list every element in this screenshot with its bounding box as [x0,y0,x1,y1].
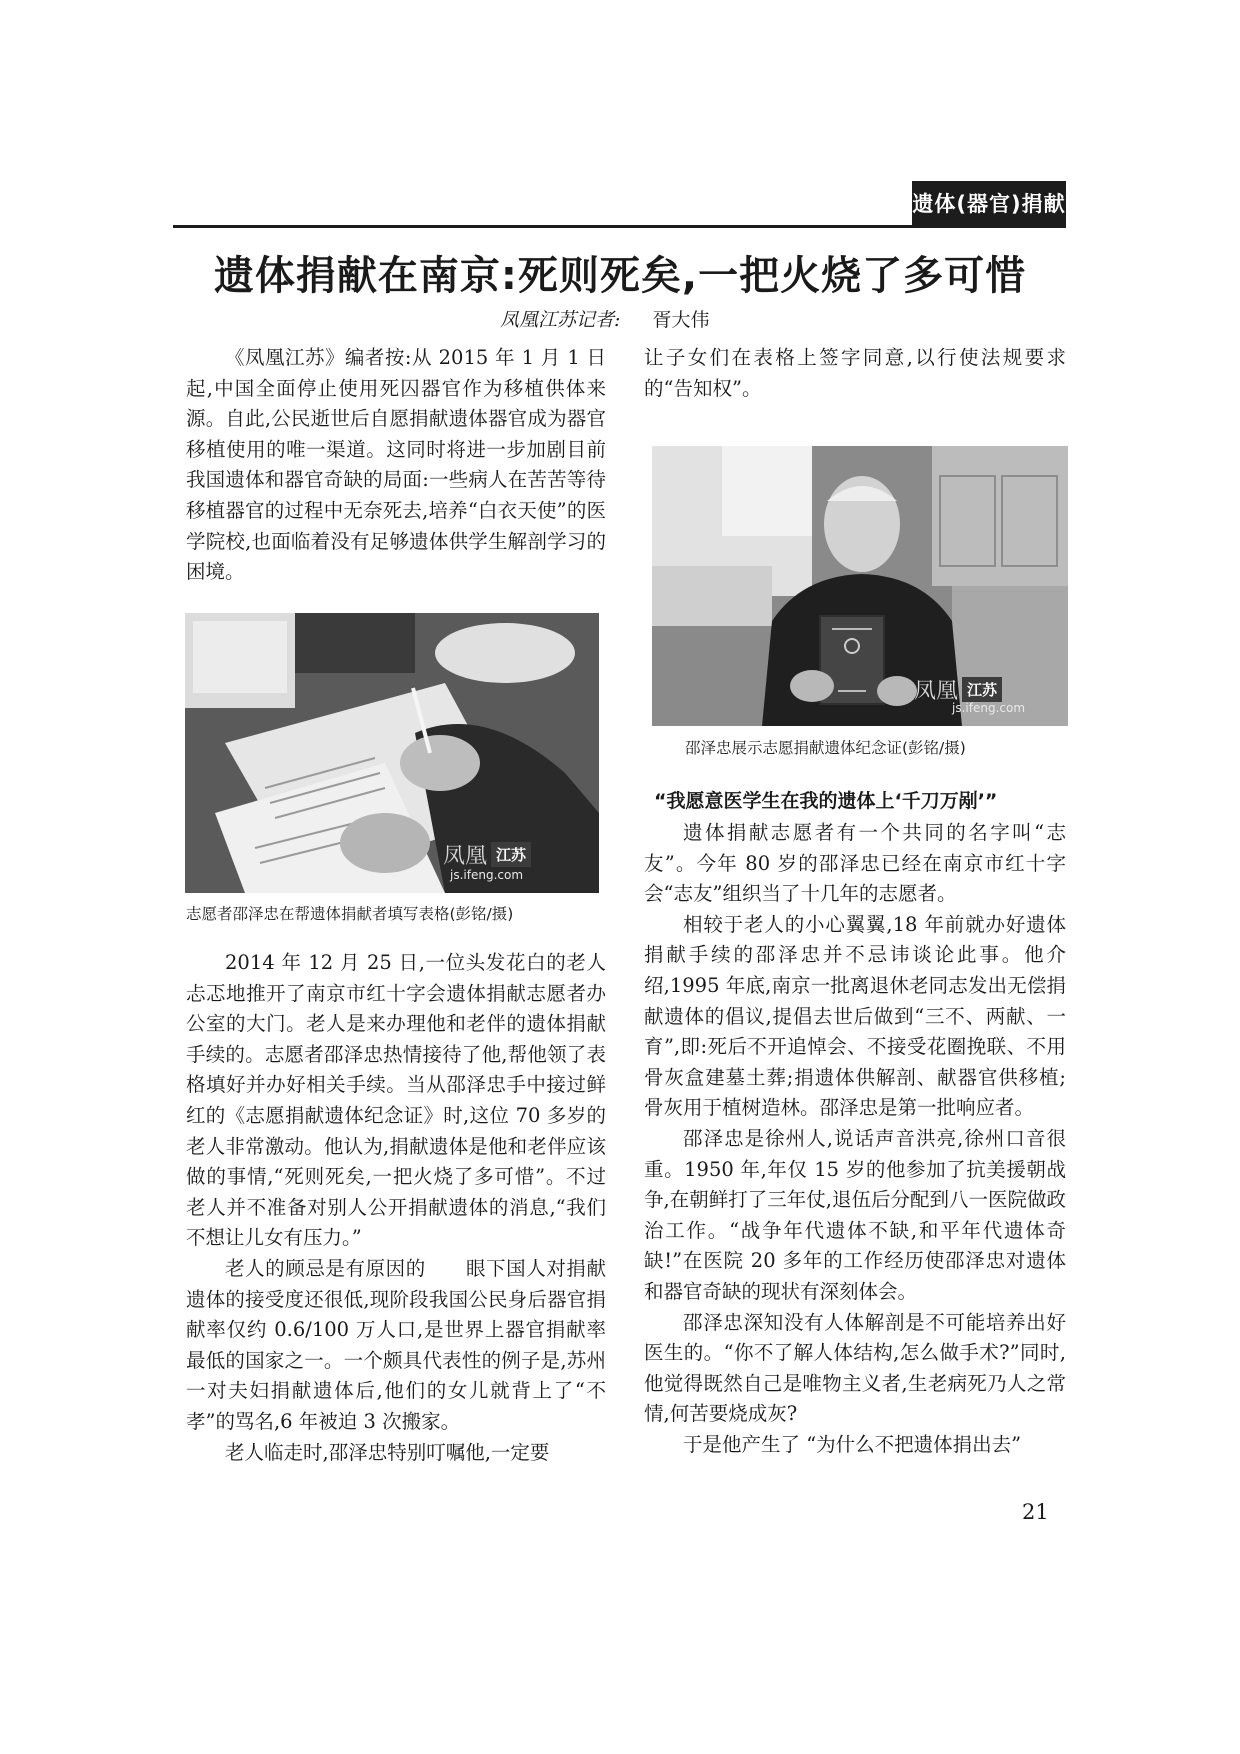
byline [500,305,709,332]
photo-form-filling-image [185,613,599,893]
paragraph: 老人临走时,邵泽忠特别叮嘱他,一定要 [225,1440,550,1464]
photo-1-watermark-region: 江苏 [491,842,531,867]
section-tag: 遗体(器官)捐献 [912,181,1066,225]
right-column-top [644,343,1066,404]
photo-1-watermark [443,839,531,870]
photo-form-filling [185,613,599,893]
photo-2-caption: 邵泽忠展示志愿捐献遗体纪念证(彭铭/摄) [685,739,966,757]
article-title: 遗体捐献在南京:死则死矣,一把火烧了多可惜 [213,253,1027,299]
paragraph: 相较于老人的小心翼翼,18 年前就办好遗体捐献手续的邵泽忠并不忌讳谈论此事。他介绍,1995 年底,南京一批离退休老同志发出无偿捐献遗体的倡议,提倡去世后做到“三不、两献、一育”,即:死后不开追悼会、不接受花圈挽联、不用骨灰盒建墓土葬;捐遗体供解剖、献器官供移植;骨灰用于植树造林。邵泽忠是第一批响应者。 [644,912,1066,1120]
photo-certificate [652,446,1068,726]
left-column-bottom [186,948,606,1468]
photo-certificate-image [652,446,1068,726]
editor-note: 《凤凰江苏》编者按:从 2015 年 1 月 1 日起,中国全面停止使用死囚器官作为移植供体来源。自此,公民逝世后自愿捐献遗体器官成为器官移植使用的唯一渠道。这同时将进一步加剧目前我国遗体和器官奇缺的局面:一些病人在苦苦等待移植器官的过程中无奈死去,培养“白衣天使”的医学院校,也面临着没有足够遗体供学生解剖学习的困境。 [186,346,606,584]
right-column-bottom [644,784,1066,1460]
page-number: 21 [1022,1500,1049,1524]
byline-label: 凤凰江苏记者: [500,309,621,331]
photo-1-watermark-url: js.ifeng.com [450,868,524,882]
header-rule [173,225,1066,228]
paragraph: 遗体捐献志愿者有一个共同的名字叫“志友”。今年 80 岁的邵泽忠已经在南京市红十字会“志友”组织当了十几年的志愿者。 [644,821,1066,906]
photo-1-watermark-brand: 凤凰 [443,844,488,869]
left-column-top [186,343,606,588]
paragraph: 2014 年 12 月 25 日,一位头发花白的老人忐忑地推开了南京市红十字会遗体捐献志愿者办公室的大门。老人是来办理他和老伴的遗体捐献手续的。志愿者邵泽忠热情接待了他,帮他领了表格填好并办好相关手续。当从邵泽忠手中接过鲜红的《志愿捐献遗体纪念证》时,这位 70 多岁的老人非常激动。他认为,捐献遗体是他和老伴应该做的事情,“死则死矣,一把火烧了多可惜”。不过老人并不准备对别人公开捐献遗体的消息,“我们不想让儿女有压力。” [186,951,606,1250]
paragraph: 邵泽忠深知没有人体解剖是不可能培养出好医生的。“你不了解人体结构,怎么做手术?”同时,他觉得既然自己是唯物主义者,生老病死乃人之常情,何苦要烧成灰? [644,1310,1066,1426]
photo-2-watermark-brand: 凤凰 [914,679,959,704]
photo-2-watermark-url: js.ifeng.com [952,701,1026,715]
byline-name: 胥大伟 [652,309,710,331]
photo-1-caption: 志愿者邵泽忠在帮遗体捐献者填写表格(彭铭/摄) [186,905,514,923]
section-subheading: “我愿意医学生在我的遗体上‘千刀万剐’” [654,790,998,812]
continuation-paragraph: 让子女们在表格上签字同意,以行使法规要求的“告知权”。 [644,346,1066,400]
paragraph: 老人的顾忌是有原因的 眼下国人对捐献遗体的接受度还很低,现阶段我国公民身后器官捐献率仅约 0.6/100 万人口,是世界上器官捐献率最低的国家之一。一个颇具代表性的例子是,苏州一对夫妇捐献遗体后,他们的女儿就背上了“不孝”的骂名,6 年被迫 3 次搬家。 [186,1256,606,1433]
paragraph: 于是他产生了 “为什么不把遗体捐出去” [683,1432,1022,1456]
photo-2-watermark-region: 江苏 [962,677,1002,702]
paragraph: 邵泽忠是徐州人,说话声音洪亮,徐州口音很重。1950 年,年仅 15 岁的他参加了抗美援朝战争,在朝鲜打了三年仗,退伍后分配到八一医院做政治工作。“战争年代遗体不缺,和平年代遗体奇缺!”在医院 20 多年的工作经历使邵泽忠对遗体和器官奇缺的现状有深刻体会。 [644,1126,1066,1303]
